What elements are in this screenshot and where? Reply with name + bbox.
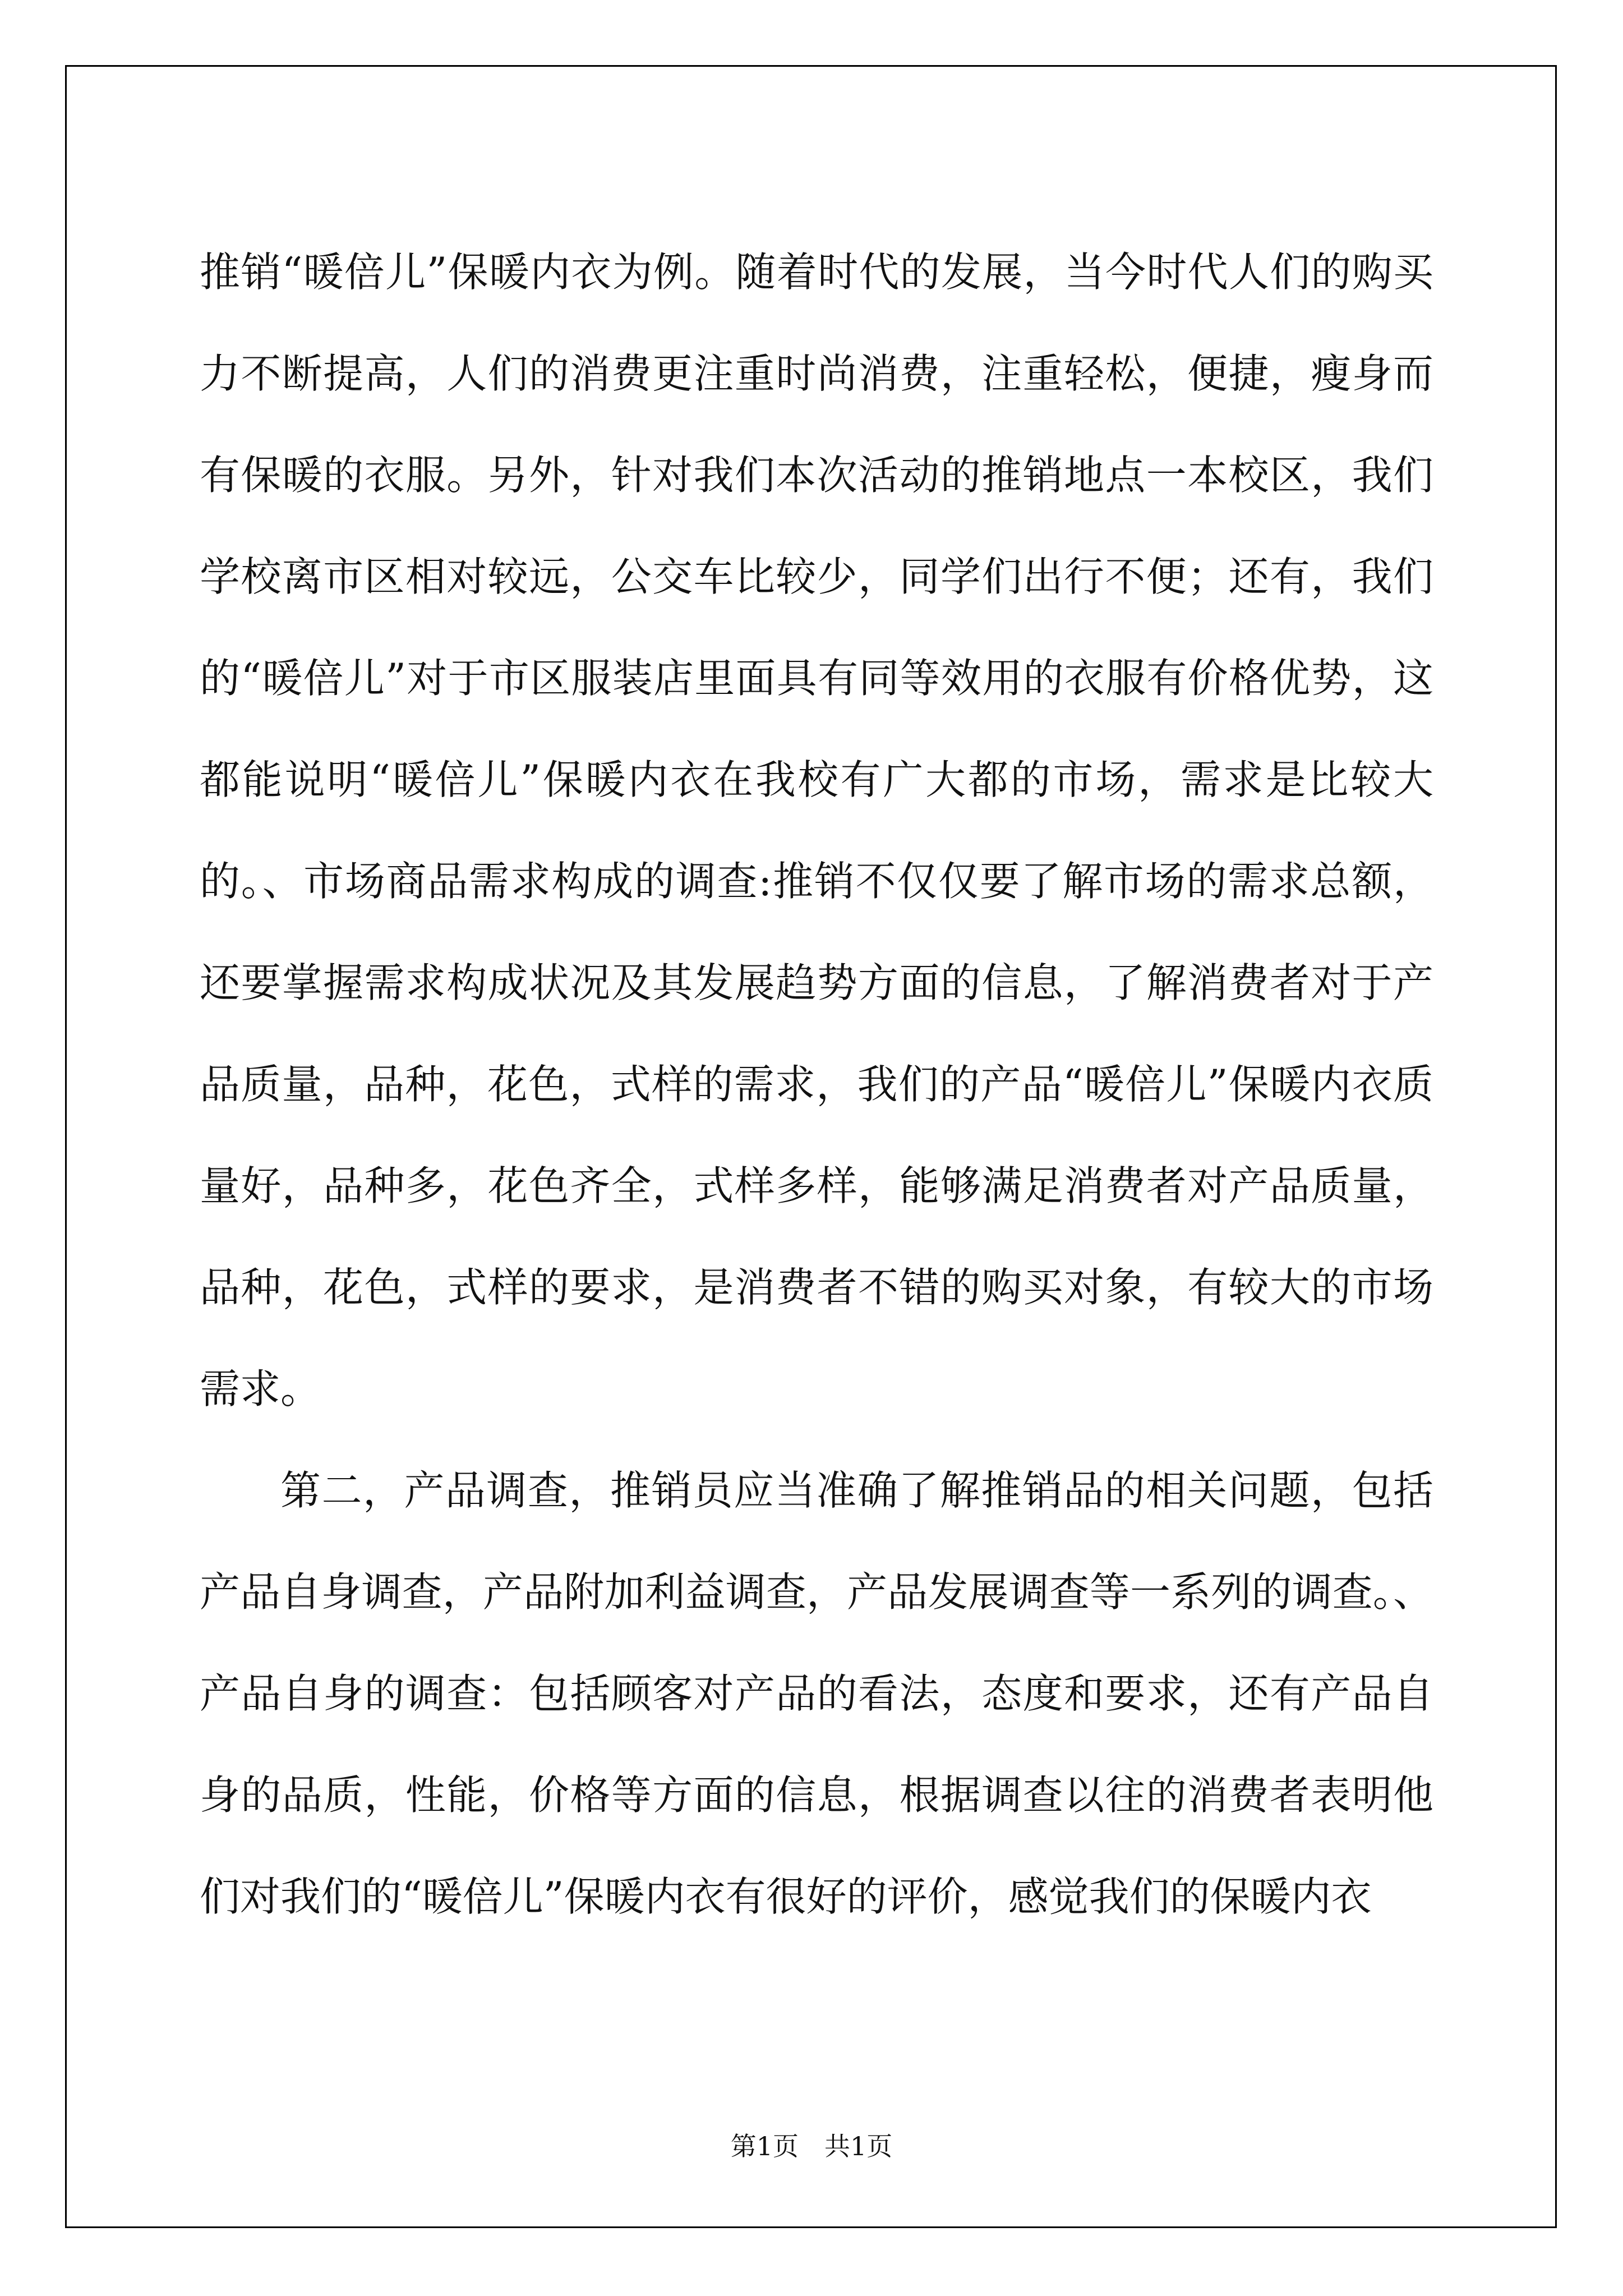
document-body	[200, 222, 1433, 1948]
paragraph-1: 推销“暖倍儿”保暖内衣为例。随着时代的发展，当今时代人们的购买力不断提高，人们的消费更注重时尚消费，注重轻松，便捷，瘦身而有保暖的衣服。另外，针对我们本次活动的推销地点一本校区，我们学校离市区相对较远，公交车比较少，同学们出行不便；还有，我们的“暖倍儿”对于市区服装店里面具有同等效用的衣服有价格优势，这都能说明“暖倍儿”保暖内衣在我校有广大都的市场，需求是比较大的。、市场商品需求构成的调查:推销不仅仅要了解市场的需求总额，还要掌握需求构成状况及其发展趋势方面的信息，了解消费者对于产品质量，品种，花色，式样的需求，我们的产品“暖倍儿”保暖内衣质量好，品种多，花色齐全，式样多样，能够满足消费者对产品质量，品种，花色，式样的要求，是消费者不错的购买对象，有较大的市场需求。	[200, 249, 1433, 1412]
paragraph-2: 第二，产品调查，推销员应当准确了解推销品的相关问题，包括产品自身调查，产品附加利益调查，产品发展调查等一系列的调查。、产品自身的调查：包括顾客对产品的看法，态度和要求，还有产品自身的品质，性能，价格等方面的信息，根据调查以往的消费者表明他们对我们的“暖倍儿”保暖内衣有很好的评价，感觉我们的保暖内衣	[200, 1467, 1433, 1920]
page-footer: 第1页 共1页	[730, 2131, 893, 2161]
